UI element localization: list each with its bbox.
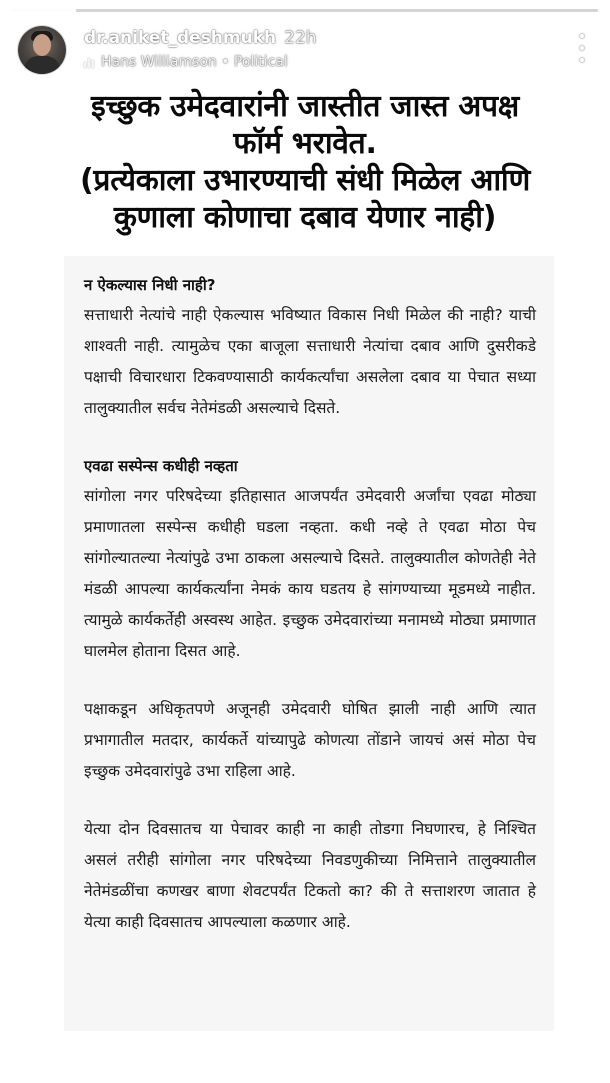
story-header — [18, 24, 592, 76]
music-attribution[interactable] — [84, 54, 288, 70]
headline-line-3: (प्रत्येकाला उभारण्याची संधी मिळेल आणि — [80, 163, 530, 198]
article-clipping — [64, 256, 554, 1031]
avatar[interactable] — [18, 26, 66, 74]
headline-line-4: कुणाला कोणाचा दबाव येणार नाही) — [113, 200, 497, 235]
headline — [16, 88, 594, 236]
audio-bars-icon — [84, 57, 94, 68]
section-paragraph-2: सांगोला नगर परिषदेच्या इतिहासात आजपर्यंत उमेदवारी अर्जांचा एवढा मोठ्या प्रमाणातला सस्पेन्स कधीही घडला नव्हता. कधी नव्हे ते एवढा मोठा पेच सांगोल्यातल्या नेत्यांपुढे उभा ठाकला असल्याचे दिसते. तालुक्यातील कोणतेही नेते मंडळी आपल्या कार्यकर्त्यांना नेमकं काय घडतय हे सांगण्याच्या मूडमध्ये नाहीत. त्यामुळे कार्यकर्तेही अस्वस्थ आहेत. इच्छुक उमेदवारांच्या मनामध्ये मोठ्या प्रमाणात घालमेल होताना दिसत आहे. — [84, 487, 536, 660]
headline-line-1: इच्छुक उमेदवारांनी जास्तीत जास्त अपक्ष — [91, 89, 519, 124]
section-heading-2: एवढा सस्पेन्स कधीही नव्हता — [84, 457, 238, 475]
headline-line-2: फॉर्म भरावेत. — [233, 126, 377, 161]
music-text[interactable]: Hans Williamson • Political — [101, 54, 288, 70]
story-progress-fill — [12, 9, 76, 12]
more-vertical-icon[interactable] — [574, 34, 590, 62]
section-heading-1: न ऐकल्यास निधी नाही? — [84, 276, 216, 294]
username-link[interactable] — [84, 28, 317, 48]
story-progress-bar — [12, 9, 598, 12]
section-paragraph-1: सत्ताधारी नेत्यांचे नाही ऐकल्यास भविष्यात विकास निधी मिळेल की नाही? याची शाश्वती नाही. त्यामुळेच एका बाजूला सत्ताधारी नेत्यांचा दबाव आणि दुसरीकडे पक्षाची विचारधारा टिकवण्यासाठी कार्यकर्त्यांचा असलेला दबाव या पेचात सध्या तालुक्यातील सर्वच नेतेमंडळी असल्याचे दिसते. — [84, 306, 536, 417]
paragraph-3: पक्षाकडून अधिकृतपणे अजूनही उमेदवारी घोषित झाली नाही आणि त्यात प्रभागातील मतदार, कार्यकर्ते यांच्यापुढे कोणत्या तोंडाने जायचं असं मोठा पेच इच्छुक उमेदवारांपुढे उभा राहिला आहे. — [84, 700, 536, 780]
paragraph-4: येत्या दोन दिवसातच या पेचावर काही ना काही तोडगा निघणारच, हे निश्चित असलं तरीही सांगोला नगर परिषदेच्या निवडणुकीच्या निमित्ताने तालुक्यातील नेतेमंडळींचा कणखर बाणा शेवटपर्यंत टिकतो का? की ते सत्ताशरण जातात हे येत्या काही दिवसातच आपल्याला कळणार आहे. — [84, 820, 536, 931]
username[interactable]: dr.aniket_deshmukh — [84, 28, 277, 48]
timestamp: 22h — [284, 28, 317, 48]
